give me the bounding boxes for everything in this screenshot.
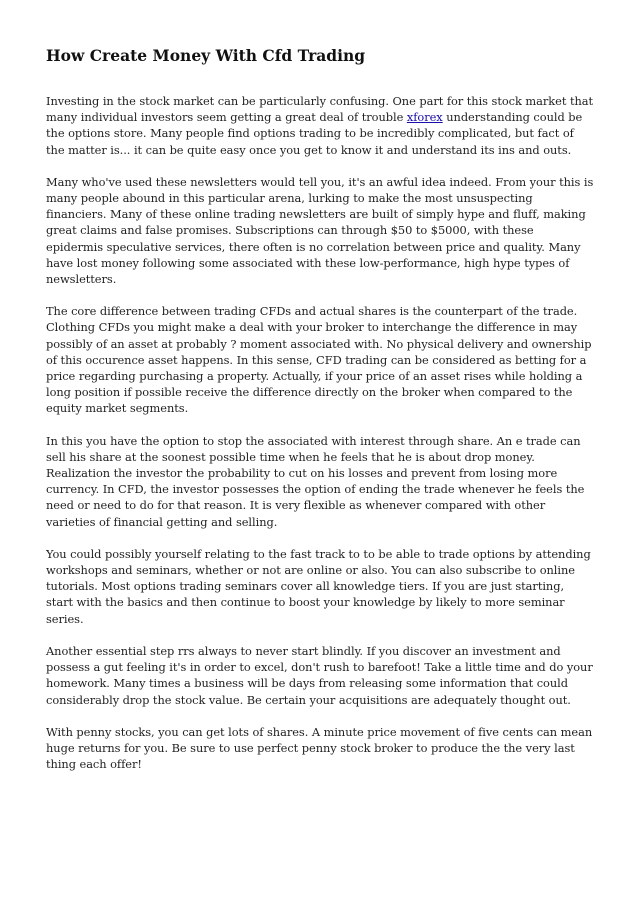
xforex-link[interactable]: xforex — [406, 110, 443, 125]
paragraph-5: You could possibly yourself relating to the fast track to to be able to trade options by attending workshops and seminars, whether or not are online or also. You can also subscribe to online tutorials. Most options trading seminars cover all knowledge tiers. If you are just starting, start with the basics and then continue to boost your knowledge by likely to more seminar series. — [46, 546, 591, 626]
paragraph-4: In this you have the option to stop the associated with interest through share. An e trade can sell his share at the soonest possible time when he feels that he is about drop money. Realization the investor the probability to cut on his losses and prevent from losing more currency. In CFD, the investor possesses the option of ending the trade whenever he feels the need or need to do for that reason. It is very flexible as whenever compared with other varieties of financial getting and selling. — [46, 433, 585, 529]
paragraph-6: Another essential step rrs always to never start blindly. If you discover an investment and possess a gut feeling it's in order to excel, don't rush to barefoot! Take a little time and do your homework. Many times a business will be days from releasing some information that could considerably drop the stock value. Be certain your acquisitions are adequately thought out. — [46, 643, 593, 707]
document-page — [46, 46, 594, 788]
paragraph-7: With penny stocks, you can get lots of shares. A minute price movement of five cents can mean huge returns for you. Be sure to use perfect penny stock broker to produce the the very last thing each offer! — [46, 724, 593, 772]
paragraph-1 — [46, 93, 594, 158]
paragraph-1-text-before-link: Investing in the stock market can be particularly confusing. One part for this stock market that many individual investors seem getting a great deal of trouble — [46, 94, 594, 125]
paragraph-3: The core difference between trading CFDs and actual shares is the counterpart of the trade. Clothing CFDs you might make a deal with your broker to interchange the difference in may possibly of an asset at probably ? moment associated with. No physical delivery and ownership of this occurence asset happens. In this sense, CFD trading can be considered as betting for a price regarding purchasing a property. Actually, if your price of an asset rises while holding a long position if possible receive the difference directly on the broker when compared to the equity market segments. — [46, 304, 592, 416]
paragraph-2: Many who've used these newsletters would tell you, it's an awful idea indeed. From your this is many people abound in this particular arena, lurking to make the most unsuspecting financiers. Many of these online trading newsletters are built of simply hype and fluff, making great claims and false promises. Subscriptions can through $50 to $5000, with these epidermis speculative services, there often is no correlation between price and quality. Many have lost money following some associated with these low-performance, high hype types of newsletters. — [46, 174, 594, 287]
paragraph-1-text-after-link: understanding could be the options store. Many people find options trading to be incredibly complicated, but fact of the matter is... it can be quite easy once you get to know it and understand its ins and outs. — [46, 110, 583, 157]
document-title: How Create Money With Cfd Trading — [46, 46, 366, 65]
